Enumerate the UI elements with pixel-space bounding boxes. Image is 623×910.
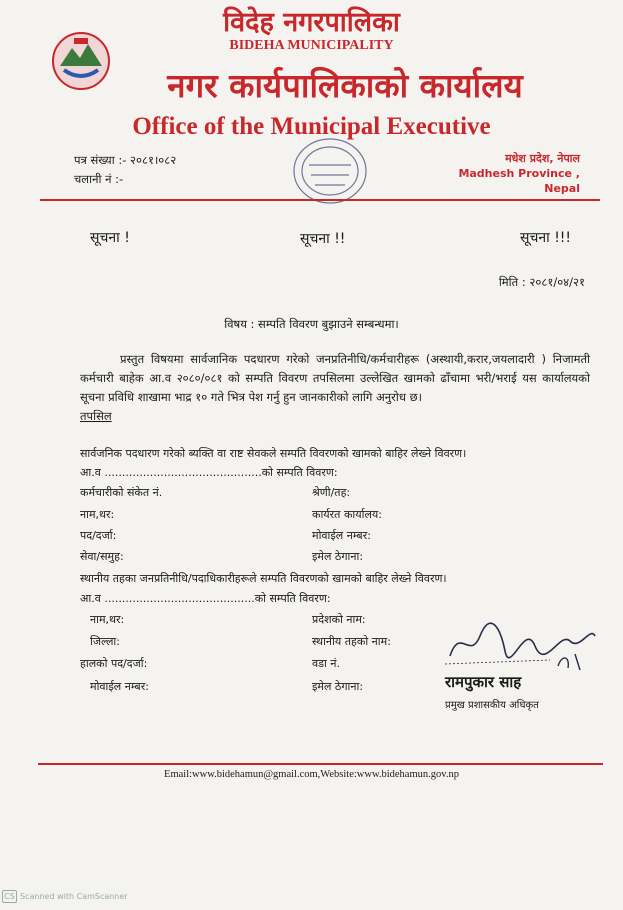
section1-left-3: पद/दर्जा: bbox=[80, 529, 117, 542]
section1-left-4: सेवा/समुह: bbox=[80, 550, 124, 563]
reference-number: पत्र संख्या :- २०८१।०८२ bbox=[74, 153, 177, 167]
office-name-en: Office of the Municipal Executive bbox=[132, 113, 491, 140]
section1-left-1: कर्मचारीको संकेत नं. bbox=[80, 486, 163, 499]
section1-right-3: मोवाईल नम्बर: bbox=[312, 529, 371, 542]
section2-heading: स्थानीय तहका जनप्रतिनीधि/पदाधिकारीहरूले सम्पति विवरणको खामको बाहिर लेख्ने विवरण। bbox=[80, 572, 447, 585]
municipality-name-np: विदेह नगरपालिका bbox=[223, 7, 400, 38]
province-en: Madhesh Province , Nepal bbox=[458, 167, 580, 195]
section2-right-3: वडा नं. bbox=[312, 657, 340, 670]
section2-fy-line: आ.व ...........................................को सम्पति विवरण: bbox=[80, 592, 331, 605]
footer-divider bbox=[38, 763, 603, 765]
section1-heading: सार्वजनिक पदधारण गरेको ब्यक्ति वा राष्ट सेवकले सम्पति विवरणको खामको बाहिर लेख्ने विवरण। bbox=[80, 447, 467, 460]
letter-date: मिति : २०८१/०४/२१ bbox=[498, 275, 585, 289]
scanner-watermark bbox=[2, 890, 128, 903]
signatory-title: प्रमुख प्रशासकीय अधिकृत bbox=[445, 700, 539, 711]
header-divider bbox=[40, 199, 600, 201]
municipality-name-en: BIDEHA MUNICIPALITY bbox=[229, 38, 394, 53]
section2-left-2: जिल्ला: bbox=[90, 635, 120, 648]
footer-contact: Email:www.bidehamun@gmail.com,Website:www.bidehamun.gov.np bbox=[164, 769, 459, 780]
notice-heading-1: सूचना ! bbox=[90, 230, 130, 246]
letter-body bbox=[80, 350, 590, 426]
camscanner-icon: CS bbox=[2, 890, 17, 903]
section1-left-2: नाम,थर: bbox=[80, 508, 115, 521]
scanner-mark-text: Scanned with CamScanner bbox=[20, 892, 128, 901]
province-block bbox=[440, 151, 580, 196]
section1-right-2: कार्यरत कार्यालय: bbox=[312, 508, 383, 521]
signatory-name: रामपुकार साह bbox=[445, 673, 522, 691]
section2-left-3: हालको पद/दर्जा: bbox=[80, 657, 148, 670]
dispatch-number: चलानी नं :- bbox=[74, 172, 124, 186]
section2-right-1: प्रदेशको नाम: bbox=[312, 613, 366, 626]
notice-heading-2: सूचना !! bbox=[300, 231, 346, 247]
section1-right-1: श्रेणी/तह: bbox=[312, 486, 351, 499]
section2-left-1: नाम,थर: bbox=[90, 613, 125, 626]
section2-right-4: इमेल ठेगाना: bbox=[312, 680, 364, 693]
letter-subject: विषय : सम्पति विवरण बुझाउने सम्बन्धमा। bbox=[224, 317, 399, 331]
body-paragraph: प्रस्तुत विषयमा सार्वजानिक पदधारण गरेको जनप्रतिनीधि/कर्मचारीहरू (अस्थायी,करार,जयलादारी ) निजामती कर्मचारी बाहेक आ.व २०८०/०८१ को सम्पति विवरण तपसिलमा उल्लेखित खामको ढाँचामा भरी/भराई यस कार्यालयको सूचना प्रविधि शाखामा भाद्र १० गते भित्र पेश गर्नु हुन जानकारीको लागि अनुरोध छ। bbox=[80, 352, 590, 404]
section2-right-2: स्थानीय तहको नाम: bbox=[312, 635, 391, 648]
section1-right-4: इमेल ठेगाना: bbox=[312, 550, 364, 563]
section1-fy-line: आ.व .............................................को सम्पति विवरण: bbox=[80, 466, 338, 479]
tapsil-label: तपसिल bbox=[80, 409, 112, 423]
notice-heading-3: सूचना !!! bbox=[520, 230, 572, 246]
province-np: मधेश प्रदेश, नेपाल bbox=[505, 152, 580, 165]
office-name-np: नगर कार्यपालिकाको कार्यालय bbox=[167, 66, 523, 105]
section2-left-4: मोवाईल नम्बर: bbox=[90, 680, 149, 693]
